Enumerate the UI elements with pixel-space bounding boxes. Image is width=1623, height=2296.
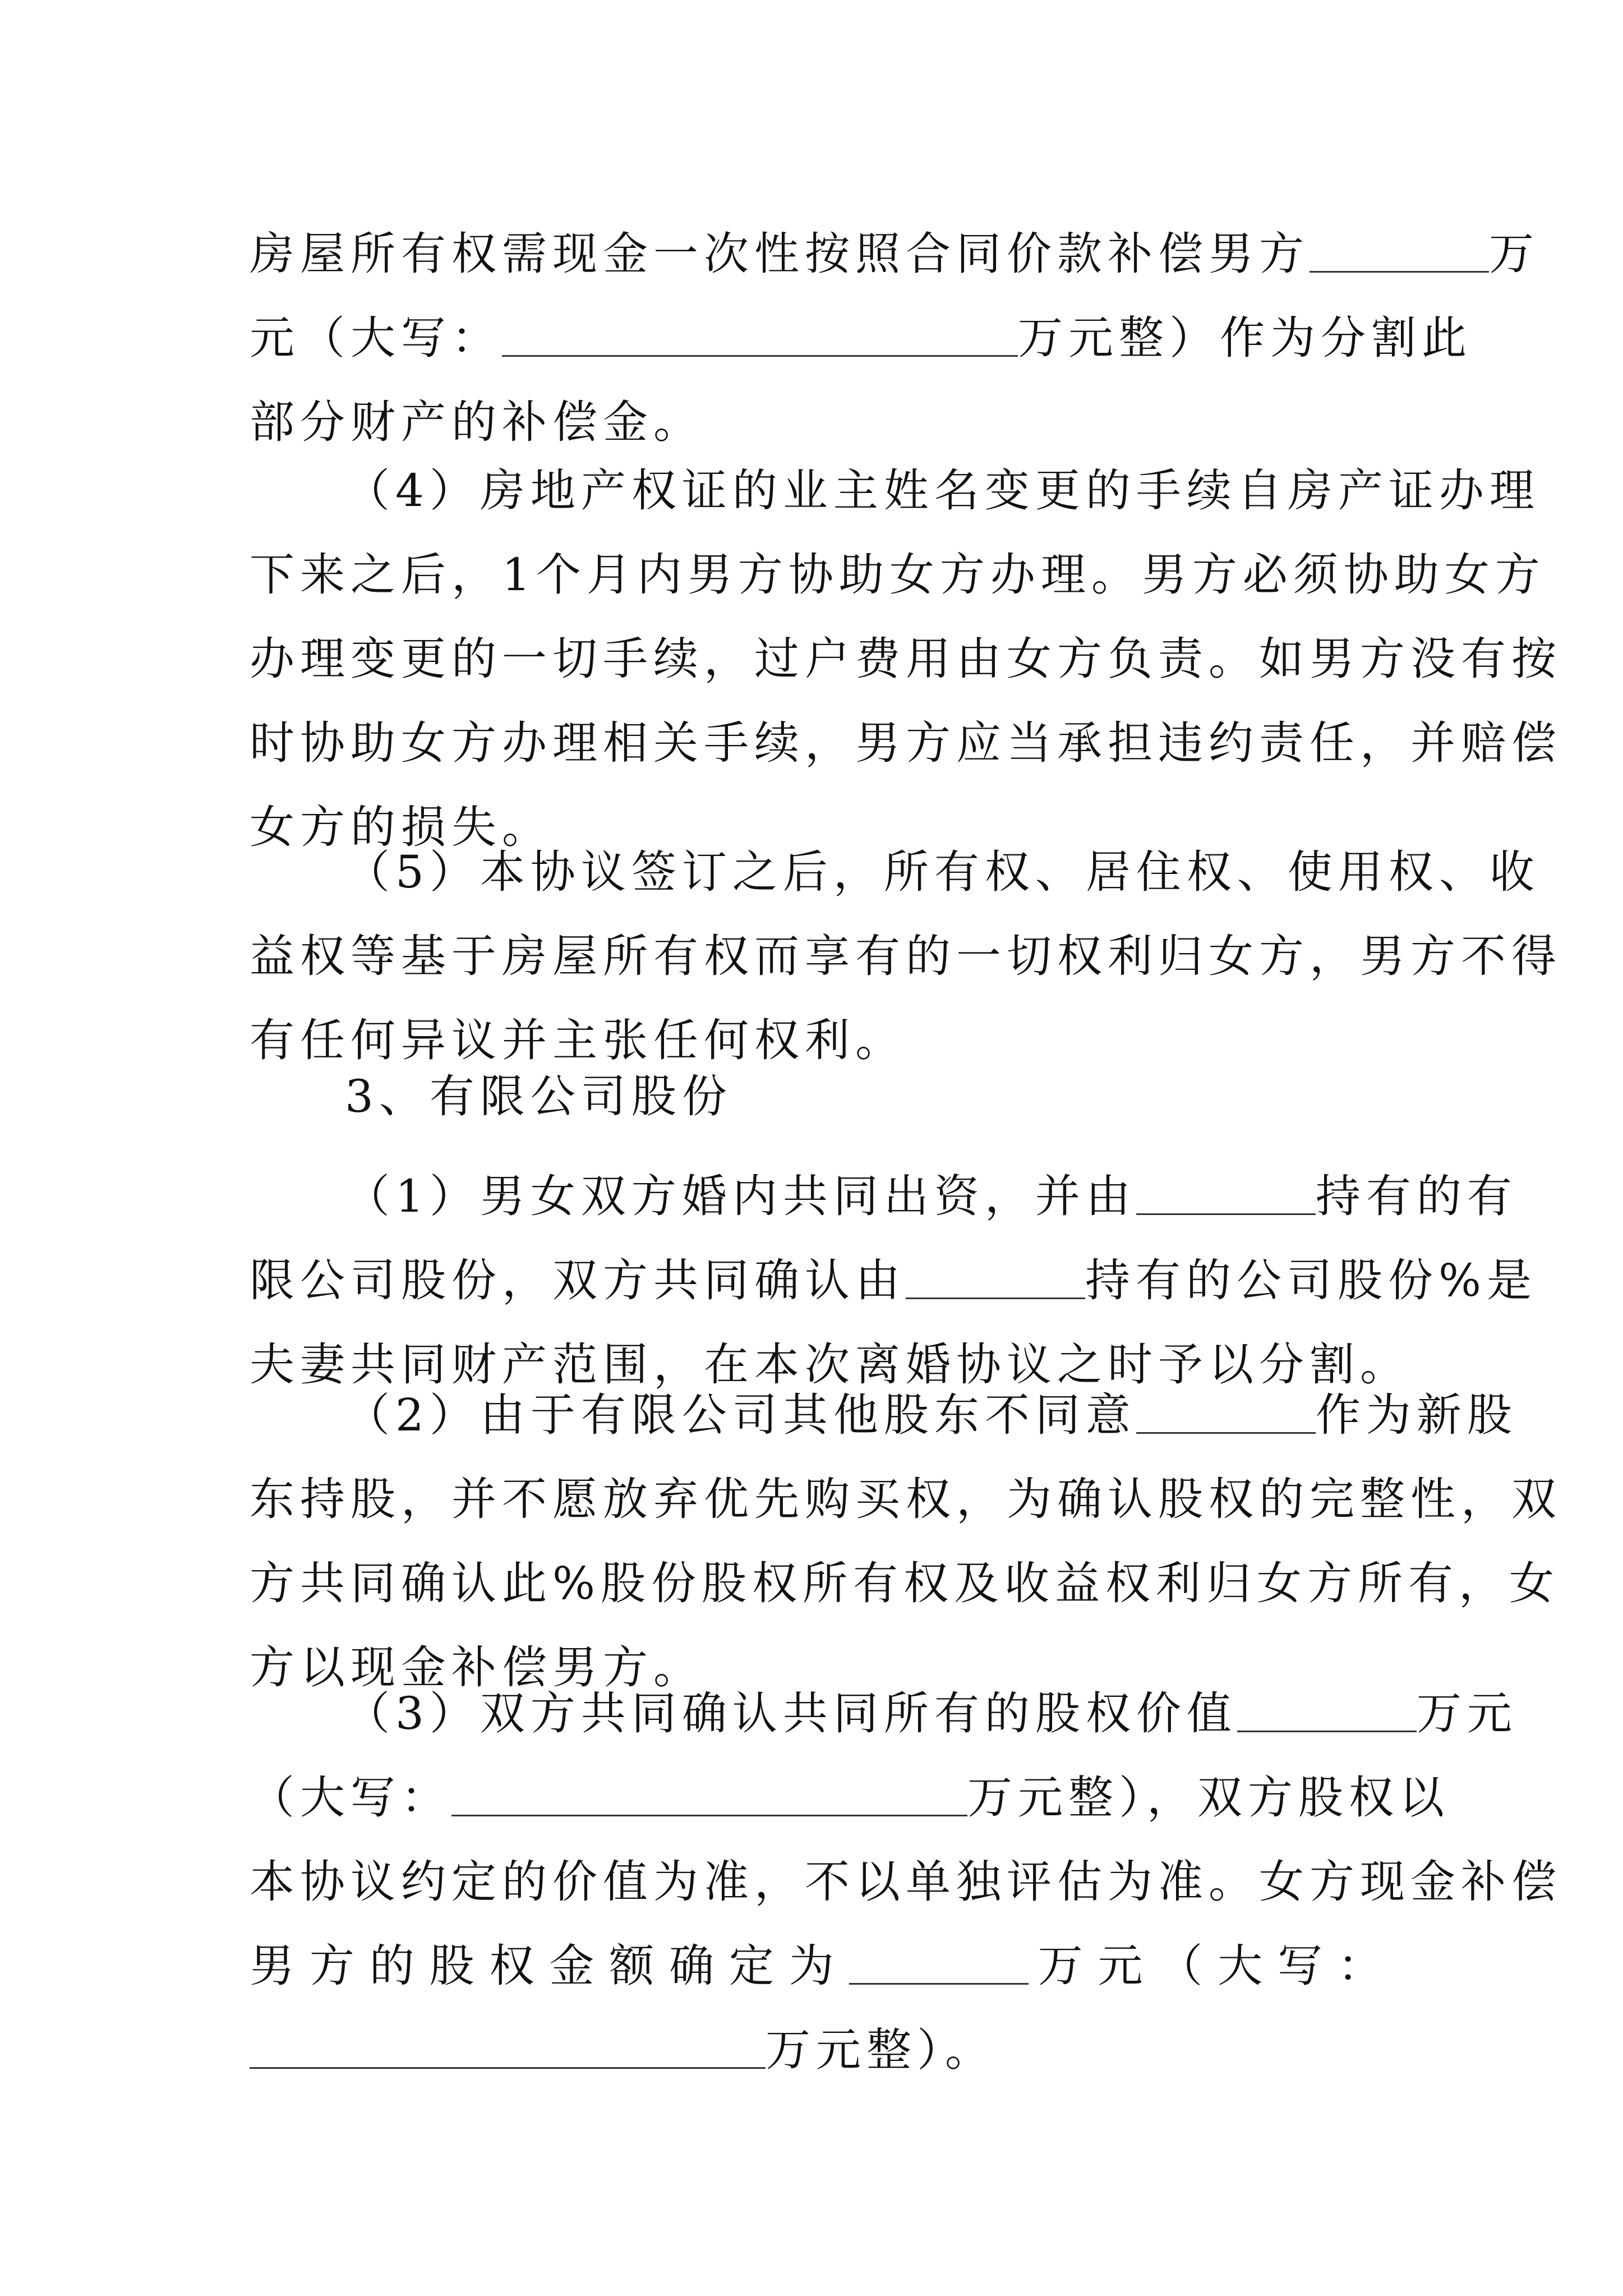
- text-char: 写: [1278, 1940, 1329, 1992]
- fill-blank-uppercase-amount[interactable]: [502, 316, 1018, 357]
- text-line: 方共同确认此%股份股权所有权及收益权利归女方所有，女: [250, 1557, 1560, 1609]
- text-line: [250, 1672, 1518, 1756]
- text-line: 时协助女方办理相关手续，男方应当承担违约责任，并赔偿: [250, 717, 1562, 769]
- text-line: [250, 1373, 1518, 1457]
- text-line: （5）本协议签订之后，所有权、居住权、使用权、收: [345, 846, 1540, 898]
- text-segment: 万元: [1416, 1687, 1518, 1740]
- text-segment: 万元整）。: [766, 2024, 995, 2076]
- text-line: [250, 1154, 1518, 1239]
- text-line: [250, 1239, 1538, 1323]
- fill-blank-uppercase-amount[interactable]: [451, 1775, 967, 1816]
- text-char: 定: [729, 1940, 780, 1992]
- text-segment: 万元整），双方股权以: [967, 1772, 1450, 1824]
- paragraph-shareholders: [250, 1373, 1562, 1710]
- text-segment: 万元整）作为分割此: [1018, 312, 1472, 364]
- text-line: 夫妻共同财产范围，在本次离婚协议之时予以分割。: [250, 1338, 1410, 1391]
- text-line: 办理变更的一切手续，过户费用由女方负责。如男方没有按: [250, 633, 1562, 685]
- text-line: 部分财产的补偿金。: [250, 396, 704, 448]
- text-line: 益权等基于房屋所有权而享有的一切权利归女方，男方不得: [250, 930, 1562, 982]
- paragraph-rights-transfer: [250, 830, 1562, 1083]
- text-char: 为: [789, 1940, 840, 1992]
- text-char: （: [1158, 1940, 1209, 1992]
- text-segment: （2）由于有限公司其他股东不同意: [345, 1389, 1136, 1441]
- text-char: 确: [669, 1940, 720, 1992]
- text-line: 下来之后，1个月内男方协助女方办理。男方必须协助女方: [250, 549, 1546, 601]
- fill-blank[interactable]: [1310, 232, 1489, 273]
- text-segment: 持有的有: [1315, 1170, 1518, 1222]
- text-line: 东持股，并不愿放弃优先购买权，为确认股权的完整性，双: [250, 1473, 1562, 1525]
- fill-blank-holder[interactable]: [906, 1258, 1085, 1299]
- text-segment: 作为新股: [1315, 1389, 1518, 1441]
- text-line: 方以现金补偿男方。: [250, 1641, 704, 1694]
- text-segment: 限公司股份，双方共同确认由: [250, 1254, 906, 1306]
- text-char: 大: [1218, 1940, 1269, 1992]
- text-segment: （大写：: [250, 1772, 451, 1824]
- section-heading: [250, 1055, 1388, 1139]
- text-line: 有任何异议并主张任何权利。: [250, 1014, 906, 1066]
- text-line-justified: [250, 1924, 1388, 2008]
- text-char: 的: [369, 1940, 420, 1992]
- text-segment: 元（大写：: [250, 312, 502, 364]
- text-char: 权: [489, 1940, 540, 1992]
- text-segment: 万: [1489, 228, 1539, 280]
- text-char: 元: [1098, 1940, 1149, 1992]
- paragraph-shares-definition: [250, 1154, 1538, 1407]
- text-char: 万: [1038, 1940, 1089, 1992]
- text-segment: （1）男女双方婚内共同出资，并由: [345, 1170, 1136, 1222]
- text-segment: （3）双方共同确认共同所有的股权价值: [345, 1687, 1237, 1740]
- fill-blank-uppercase-amount[interactable]: [250, 2028, 766, 2069]
- text-char: 金: [549, 1940, 600, 1992]
- text-char: 方: [309, 1940, 360, 1992]
- paragraph-share-value: [250, 1672, 1562, 2092]
- text-segment: 房屋所有权需现金一次性按照合同价款补偿男方: [250, 228, 1310, 280]
- paragraph-house-compensation: [250, 212, 1539, 464]
- fill-blank-compensation[interactable]: [849, 1944, 1029, 1985]
- text-char: 额: [609, 1940, 660, 1992]
- text-char: ：: [1338, 1940, 1388, 1992]
- text-line: [250, 212, 1539, 296]
- fill-blank-holder[interactable]: [1136, 1174, 1316, 1215]
- text-line: [250, 2008, 1388, 2092]
- text-segment: 持有的公司股份%是: [1085, 1254, 1538, 1306]
- fill-blank-share-value[interactable]: [1237, 1691, 1417, 1732]
- text-char: 股: [429, 1940, 480, 1992]
- heading-text: 3、有限公司股份: [345, 1070, 732, 1122]
- paragraph-title-change: [250, 449, 1562, 869]
- text-line: 本协议约定的价值为准，不以单独评估为准。女方现金补偿: [250, 1856, 1562, 1908]
- text-line: [250, 296, 1472, 380]
- text-line: [250, 1756, 1450, 1840]
- fill-blank-new-shareholder[interactable]: [1136, 1393, 1316, 1434]
- text-line: 女方的损失。: [250, 801, 552, 853]
- text-line: （4）房地产权证的业主姓名变更的手续自房产证办理: [345, 464, 1540, 517]
- text-char: 男: [250, 1940, 300, 1992]
